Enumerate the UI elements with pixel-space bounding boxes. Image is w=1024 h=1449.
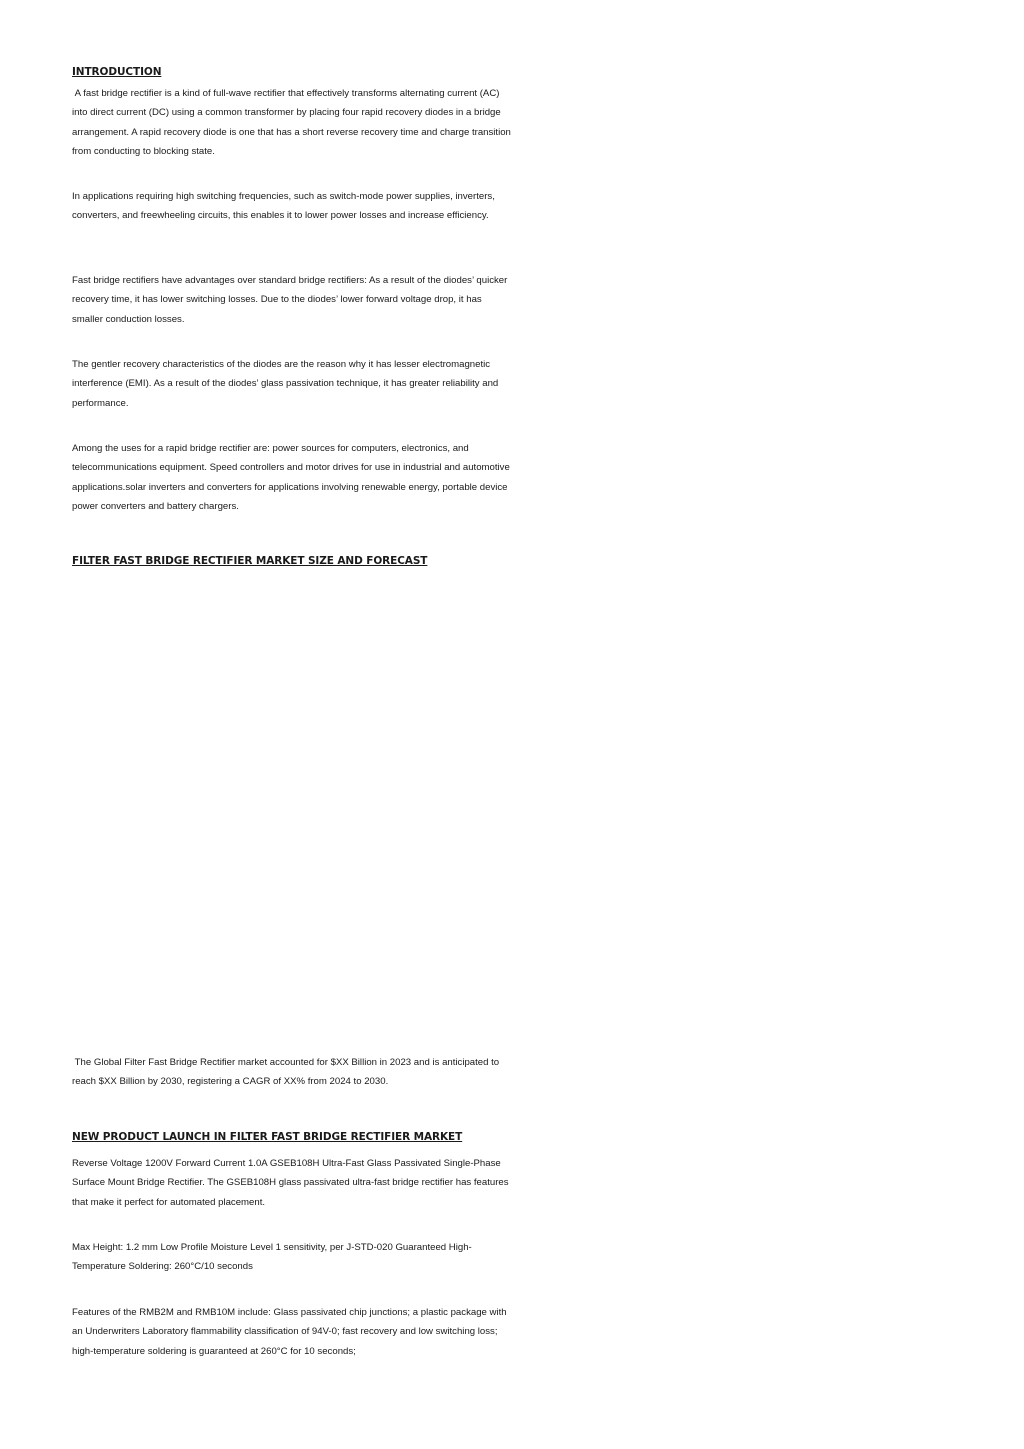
intro-paragraph-4: The gentler recovery characteristics of the diodes are the reason why it has lesser electromagnetic interference (EMI). As a result of the diodes’ glass passivation technique, it has greater reliability and performance.: [72, 359, 499, 409]
market-size-heading: FILTER FAST BRIDGE RECTIFIER MARKET SIZE AND FORECAST: [72, 555, 428, 567]
blank-figure-area: [72, 585, 512, 1040]
intro-paragraph-1: A fast bridge rectifier is a kind of full-wave rectifier that effectively transforms alternating current (AC) into direct current (DC) using a common transformer by placing four rapid recovery diodes in a bridge arrangement. A rapid recovery diode is one that has a short reverse recovery time and charge transition from conducting to blocking state.: [72, 88, 514, 157]
new-product-paragraph-3: Features of the RMB2M and RMB10M include: Glass passivated chip junctions; a plastic package with an Underwriters Laboratory flammability classification of 94V-0; fast recovery and low switching loss; high-temperature soldering is guaranteed at 260°C for 10 seconds;: [72, 1307, 507, 1357]
intro-paragraph-5: Among the uses for a rapid bridge rectifier are: power sources for computers, electronics, and telecommunications equipment. Speed controllers and motor drives for use in industrial and automotive applications.solar inverters and converters for applications involving renewable energy, portable device power converters and battery chargers.: [72, 443, 510, 512]
intro-paragraph-2: In applications requiring high switching frequencies, such as switch-mode power supplies, inverters, converters, and freewheeling circuits, this enables it to lower power losses and increase efficiency.: [72, 191, 495, 222]
new-product-paragraph-2: Max Height: 1.2 mm Low Profile Moisture Level 1 sensitivity, per J-STD-020 Guaranteed High-Temperature Soldering: 260°C/10 seconds: [72, 1242, 472, 1273]
new-product-heading: NEW PRODUCT LAUNCH IN FILTER FAST BRIDGE RECTIFIER MARKET: [72, 1131, 463, 1143]
introduction-heading: INTRODUCTION: [72, 66, 162, 78]
new-product-paragraph-1: Reverse Voltage 1200V Forward Current 1.0A GSEB108H Ultra-Fast Glass Passivated Single-Phase Surface Mount Bridge Rectifier. The GSEB108H glass passivated ultra-fast bridge rectifier has features that make it perfect for automated placement.: [72, 1158, 509, 1208]
market-size-paragraph: The Global Filter Fast Bridge Rectifier market accounted for $XX Billion in 2023 and is anticipated to reach $XX Billion by 2030, registering a CAGR of XX% from 2024 to 2030.: [72, 1057, 502, 1088]
intro-paragraph-3: Fast bridge rectifiers have advantages over standard bridge rectifiers: As a result of the diodes’ quicker recovery time, it has lower switching losses. Due to the diodes’ lower forward voltage drop, it has smaller conduction losses.: [72, 275, 508, 325]
